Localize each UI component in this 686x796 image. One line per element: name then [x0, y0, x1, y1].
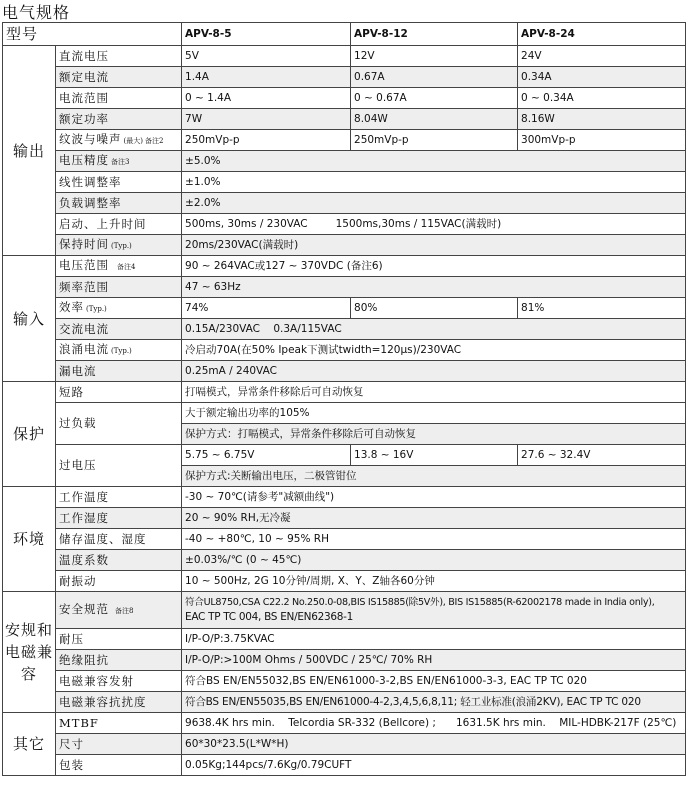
cell-value: 20 ~ 90% RH,无冷凝 [182, 508, 686, 529]
row-label: 耐振动 [56, 571, 182, 592]
cell-value: 0.15A/230VAC 0.3A/115VAC [182, 319, 686, 340]
row-label: 电流范围 [56, 88, 182, 109]
label-text: 电压范围 [59, 257, 109, 272]
table-row [3, 650, 686, 671]
cell-value: 47 ~ 63Hz [182, 277, 686, 298]
table-row [3, 23, 686, 46]
label-text: 效率 [59, 299, 84, 314]
cell-value: 0.34A [518, 67, 686, 88]
table-row [3, 151, 686, 172]
row-label: 过电压 [56, 445, 182, 487]
cell-value: 0.25mA / 240VAC [182, 361, 686, 382]
table-row [3, 277, 686, 298]
table-row [3, 46, 686, 67]
row-label: 耐压 [56, 629, 182, 650]
cell-value: 27.6 ~ 32.4V [518, 445, 686, 466]
row-label-safety [56, 592, 182, 629]
row-label: 额定功率 [56, 109, 182, 130]
setup-value-b: 1500ms,30ms / 115VAC(满载时) [335, 217, 502, 230]
cell-value: 0 ~ 0.67A [351, 88, 518, 109]
row-label: 负载调整率 [56, 193, 182, 214]
table-row [3, 571, 686, 592]
model-name: APV-8-5 [182, 23, 351, 46]
row-label: 储存温度、湿度 [56, 529, 182, 550]
row-label: MTBF [56, 713, 182, 734]
cell-value: 打嗝模式，异常条件移除后可自动恢复 [182, 382, 686, 403]
cell-value: 0.05Kg;144pcs/7.6Kg/0.79CUFT [182, 755, 686, 776]
table-row [3, 487, 686, 508]
row-label-voltage-range [56, 256, 182, 277]
table-row [3, 235, 686, 256]
label-note: 备注3 [111, 157, 130, 166]
cell-value: 24V [518, 46, 686, 67]
category-input: 输入 [3, 256, 56, 382]
model-header: 型号 [3, 23, 182, 46]
cell-value: 符合BS EN/EN55032,BS EN/EN61000-3-2,BS EN/EN61000-3-3, EAC TP TC 020 [182, 671, 686, 692]
row-label: 工作温度 [56, 487, 182, 508]
cell-value: 10 ~ 500Hz, 2G 10分钟/周期, X、Y、Z轴各60分钟 [182, 571, 686, 592]
cell-value: -40 ~ +80℃, 10 ~ 95% RH [182, 529, 686, 550]
cell-value: 大于额定输出功率的105% [182, 403, 686, 424]
row-label: 交流电流 [56, 319, 182, 340]
table-row [3, 671, 686, 692]
spec-table [2, 22, 686, 776]
table-row [3, 713, 686, 734]
table-row [3, 67, 686, 88]
cell-value: 8.16W [518, 109, 686, 130]
row-label-ripple [56, 130, 182, 151]
label-typ: (Typ.) [86, 304, 107, 313]
cell-value: 冷启动70A(在50% Ipeak下测试twidth=120μs)/230VAC [182, 340, 686, 361]
cell-value: 80% [351, 298, 518, 319]
cell-value: ±5.0% [182, 151, 686, 172]
row-label: 工作湿度 [56, 508, 182, 529]
row-label: 绝缘阻抗 [56, 650, 182, 671]
table-row [3, 382, 686, 403]
table-row [3, 361, 686, 382]
cell-value: 5V [182, 46, 351, 67]
cell-value: 250mVp-p [182, 130, 351, 151]
cell-value: 300mVp-p [518, 130, 686, 151]
cell-value: 13.8 ~ 16V [351, 445, 518, 466]
cell-value: 74% [182, 298, 351, 319]
row-label-tolerance [56, 151, 182, 172]
table-row [3, 445, 686, 466]
table-row [3, 109, 686, 130]
cell-value: I/P-O/P:3.75KVAC [182, 629, 686, 650]
table-row [3, 629, 686, 650]
row-label: 漏电流 [56, 361, 182, 382]
cell-value: 90 ~ 264VAC或127 ~ 370VDC (备注6) [182, 256, 686, 277]
table-row [3, 508, 686, 529]
table-row [3, 755, 686, 776]
cell-value: 符合BS EN/EN55035,BS EN/EN61000-4-2,3,4,5,6,8,11; 轻工业标准(浪涌2KV), EAC TP TC 020 [182, 692, 686, 713]
cell-value: ±0.03%/℃ (0 ~ 45℃) [182, 550, 686, 571]
row-label: 启动、上升时间 [56, 214, 182, 235]
row-label-efficiency [56, 298, 182, 319]
table-row [3, 692, 686, 713]
table-row [3, 193, 686, 214]
table-row [3, 319, 686, 340]
table-row [3, 550, 686, 571]
table-row [3, 340, 686, 361]
cell-value: ±1.0% [182, 172, 686, 193]
label-text: 纹波与噪声 [59, 131, 122, 146]
label-typ: (Typ.) [111, 346, 132, 355]
cell-value: I/P-O/P:>100M Ohms / 500VDC / 25℃/ 70% RH [182, 650, 686, 671]
table-row [3, 298, 686, 319]
cell-value: 保护方式:关断输出电压，二极管钳位 [182, 466, 686, 487]
table-row [3, 256, 686, 277]
table-row [3, 734, 686, 755]
label-text: 保持时间 [59, 236, 109, 251]
row-label: 直流电压 [56, 46, 182, 67]
label-text: 浪涌电流 [59, 341, 109, 356]
category-safety-emc: 安规和电磁兼容 [3, 592, 56, 713]
label-note: 备注2 [144, 136, 164, 145]
label-text: 电压精度 [59, 152, 109, 167]
table-row [3, 592, 686, 629]
setup-value-a: 500ms, 30ms / 230VAC [185, 217, 308, 230]
cell-value: 0 ~ 1.4A [182, 88, 351, 109]
row-label: 过负载 [56, 403, 182, 445]
row-label: 包装 [56, 755, 182, 776]
row-label: 短路 [56, 382, 182, 403]
cell-value: 5.75 ~ 6.75V [182, 445, 351, 466]
row-label: 尺寸 [56, 734, 182, 755]
cell-value: 81% [518, 298, 686, 319]
cell-value: ±2.0% [182, 193, 686, 214]
row-label: 额定电流 [56, 67, 182, 88]
model-name: APV-8-24 [518, 23, 686, 46]
model-name: APV-8-12 [351, 23, 518, 46]
cell-value: 9638.4K hrs min. Telcordia SR-332 (Bellcore) ; 1631.5K hrs min. MIL-HDBK-217F (25℃) [182, 713, 686, 734]
table-row [3, 130, 686, 151]
cell-value: 250mVp-p [351, 130, 518, 151]
page-title: 电气规格 [2, 3, 71, 22]
cell-value: 1.4A [182, 67, 351, 88]
row-label: 电磁兼容发射 [56, 671, 182, 692]
row-label: 电磁兼容抗扰度 [56, 692, 182, 713]
label-note: 备注4 [117, 262, 136, 271]
cell-value: 20ms/230VAC(满载时) [182, 235, 686, 256]
category-protection: 保护 [3, 382, 56, 487]
table-row [3, 214, 686, 235]
row-label-inrush [56, 340, 182, 361]
cell-value: 12V [351, 46, 518, 67]
table-row [3, 88, 686, 109]
cell-value: 保护方式：打嗝模式，异常条件移除后可自动恢复 [182, 424, 686, 445]
safety-line-1: 符合UL8750,CSA C22.2 No.250.0-08,BIS IS15885(除5V外), BIS IS15885(R-62002178 made in India only), [185, 597, 655, 608]
table-row [3, 529, 686, 550]
table-row [3, 403, 686, 424]
row-label: 频率范围 [56, 277, 182, 298]
label-max-note: (最大) [123, 136, 143, 145]
cell-value-safety [182, 592, 686, 629]
category-others: 其它 [3, 713, 56, 776]
row-label: 温度系数 [56, 550, 182, 571]
category-environment: 环境 [3, 487, 56, 592]
label-note: 备注8 [115, 606, 134, 615]
cell-value: 7W [182, 109, 351, 130]
cell-value: 60*30*23.5(L*W*H) [182, 734, 686, 755]
cell-value: -30 ~ 70℃(请参考"减额曲线") [182, 487, 686, 508]
table-row [3, 172, 686, 193]
row-label: 线性调整率 [56, 172, 182, 193]
cell-value: 0 ~ 0.34A [518, 88, 686, 109]
cell-value: 0.67A [351, 67, 518, 88]
category-output: 输出 [3, 46, 56, 256]
label-typ: (Typ.) [111, 241, 132, 250]
safety-line-2: EAC TP TC 004, BS EN/EN62368-1 [185, 611, 353, 623]
cell-value-setup [182, 214, 686, 235]
label-text: 安全规范 [59, 601, 109, 616]
row-label-holdup [56, 235, 182, 256]
cell-value: 8.04W [351, 109, 518, 130]
